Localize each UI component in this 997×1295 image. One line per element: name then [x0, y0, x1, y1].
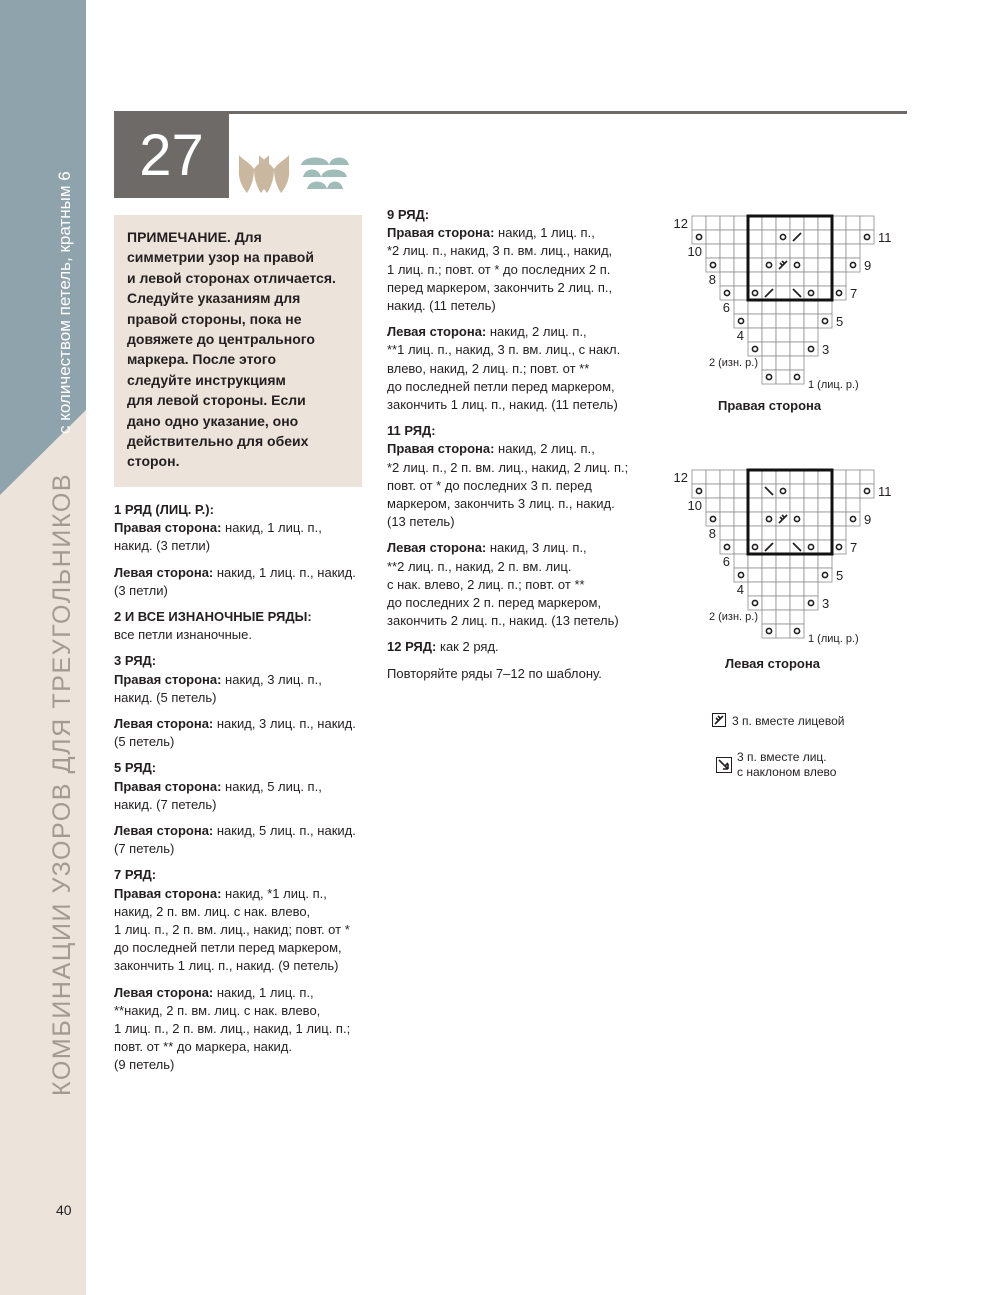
chart-cell [846, 498, 860, 512]
chart-cell [832, 230, 846, 244]
chart-cell [734, 498, 748, 512]
chart-cell [818, 244, 832, 258]
row-label: 9 [864, 512, 872, 527]
chart-cell [692, 470, 706, 484]
row-label: 1 (лиц. р.) [808, 633, 859, 645]
chart-cell [818, 568, 832, 582]
instruction: Правая сторона: накид, *1 лиц. п., накид, 2 п. вм. лиц. с нак. влево, 1 лиц. п., 2 п. вм. лиц., накид; повт. от * до последней петли перед маркером, закончить 1 лиц. п., накид. (9 петель) [114, 885, 350, 974]
chart-cell [776, 230, 790, 244]
chart-cell [720, 244, 734, 258]
chart-cell [776, 216, 790, 230]
chart-cell [720, 470, 734, 484]
chart-cell [776, 272, 790, 286]
row-heading: 3 РЯД: [114, 653, 157, 669]
chart-cell [748, 568, 762, 582]
chart-cell [790, 314, 804, 328]
chart-cell [804, 484, 818, 498]
chart-cell [804, 342, 818, 356]
chart-cell [776, 610, 790, 624]
chart-cell [734, 286, 748, 300]
chart-cell [762, 610, 776, 624]
chart-cell [762, 512, 776, 526]
chart-cell [734, 314, 748, 328]
chart-cell [818, 512, 832, 526]
chart-cell [762, 300, 776, 314]
instruction: Правая сторона: накид, 1 лиц. п., *2 лиц. п., накид, 3 п. вм. лиц., накид, 1 лиц. п.; повт. от * до последних 2 п. перед маркером, закончить 2 лиц. п., накид. (11 петель) [387, 225, 613, 314]
chart-cell [790, 342, 804, 356]
chart-cell [762, 216, 776, 230]
row-label: 6 [722, 300, 730, 315]
chart-cell [832, 272, 846, 286]
chart-cell [734, 244, 748, 258]
chart-cell [804, 216, 818, 230]
chart-cell [804, 554, 818, 568]
chart-cell [860, 230, 874, 244]
chart-cell [720, 498, 734, 512]
chart-cell [776, 484, 790, 498]
chart-cell [860, 216, 874, 230]
chart-cell [804, 286, 818, 300]
chart-cell [720, 230, 734, 244]
chart-cell [790, 244, 804, 258]
purl-stitch-icon [301, 158, 349, 190]
row-label: 10 [687, 498, 702, 513]
chart-cell [790, 624, 804, 638]
legend-k3tog: 3 п. вместе лицевой [732, 714, 845, 728]
chart-cell [776, 342, 790, 356]
chart-cell [832, 258, 846, 272]
instruction: Правая сторона: накид, 3 лиц. п., накид. (5 петель) [114, 671, 322, 705]
chart-cell [846, 512, 860, 526]
chart-cell [804, 582, 818, 596]
chart-cell [818, 540, 832, 554]
chart-cell [790, 498, 804, 512]
chart-cell [818, 554, 832, 568]
instruction: Повторяйте ряды 7–12 по шаблону. [387, 665, 602, 681]
chart-cell [846, 244, 860, 258]
chart-cell [776, 596, 790, 610]
chart-cell [790, 470, 804, 484]
chart-cell [790, 610, 804, 624]
chart-cell [818, 216, 832, 230]
row-heading: 11 РЯД: [387, 423, 436, 439]
chart-cell [734, 216, 748, 230]
page-number: 40 [56, 1202, 72, 1218]
instruction: 12 РЯД: как 2 ряд. [387, 639, 499, 655]
chart-cell [706, 230, 720, 244]
legend-sk2p: 3 п. вместе лиц. с наклоном влево [737, 750, 837, 779]
chart-cell [804, 300, 818, 314]
chart-cell [818, 286, 832, 300]
chart-cell [692, 230, 706, 244]
chart-cell [790, 568, 804, 582]
chart-cell [860, 470, 874, 484]
chart-cell [776, 540, 790, 554]
chart-cell [790, 512, 804, 526]
row-label: 11 [878, 484, 892, 499]
chart-cell [734, 230, 748, 244]
pattern-icons [237, 153, 357, 197]
chart-cell [720, 512, 734, 526]
row-label: 4 [736, 582, 744, 597]
row-label: 5 [836, 314, 844, 329]
chart-cell [748, 244, 762, 258]
chart-cell [762, 258, 776, 272]
chart-cell [804, 258, 818, 272]
chart-cell [804, 498, 818, 512]
chart-cell [776, 526, 790, 540]
chart-cell [776, 300, 790, 314]
chart-cell [720, 526, 734, 540]
chart-cell [748, 258, 762, 272]
chart-cell [818, 314, 832, 328]
chart-cell [748, 484, 762, 498]
chart-cell [776, 498, 790, 512]
row-label: 7 [850, 540, 858, 555]
note-text: ПРИМЕЧАНИЕ. Для симметрии узор на правой и левой сторонах отличается. Следуйте указаниям для правой стороны, пока не довяжете до центрального маркера. После этого следуйте инструкциям для левой стороны. Если дано одно указание, оно действительно для обеих сторон. [127, 229, 336, 470]
chart-cell [818, 272, 832, 286]
sidebar-title: КОМБИНАЦИИ УЗОРОВ ДЛЯ ТРЕУГОЛЬНИКОВ [48, 472, 76, 1096]
note-box [114, 215, 362, 487]
chart-cell [846, 470, 860, 484]
chart-cell [762, 470, 776, 484]
row-label: 12 [673, 216, 688, 231]
instruction: Левая сторона: накид, 5 лиц. п., накид. (7 петель) [114, 823, 356, 857]
row-label: 1 (лиц. р.) [808, 379, 859, 391]
chart-cell [762, 314, 776, 328]
instruction: Левая сторона: накид, 3 лиц. п., накид. (5 петель) [114, 716, 356, 750]
chart-cell [720, 272, 734, 286]
chart-cell [818, 526, 832, 540]
row-heading: 9 РЯД: [387, 207, 430, 222]
row-label: 6 [722, 554, 730, 569]
chart-cell [832, 244, 846, 258]
instruction: Правая сторона: накид, 2 лиц. п., *2 лиц. п., 2 п. вм. лиц., накид, 2 лиц. п.; повт. от * до последних 3 п. перед маркером, закончить 3 лиц. п., накид. (13 петель) [387, 441, 629, 530]
row-label: 4 [736, 328, 744, 343]
chart-cell [734, 484, 748, 498]
chart-cell [832, 526, 846, 540]
chart-cell [748, 216, 762, 230]
chart-cell [832, 512, 846, 526]
chart-cell [748, 498, 762, 512]
chart-cell [762, 272, 776, 286]
chart-cell [734, 272, 748, 286]
sidebar-subtitle: с количеством петель, кратным 6 [55, 171, 74, 434]
chart-cell [776, 582, 790, 596]
chart-cell [804, 244, 818, 258]
chart-cell [846, 216, 860, 230]
row-label: 2 (изн. р.) [708, 611, 758, 623]
chart-cell [776, 470, 790, 484]
pattern-number: 27 [114, 114, 229, 198]
row-label: 10 [687, 244, 702, 259]
chart-cell [804, 272, 818, 286]
chart-cell [846, 230, 860, 244]
chart-cell [790, 596, 804, 610]
chart-cell [748, 526, 762, 540]
row-label: 11 [878, 230, 892, 245]
chart-cell [832, 484, 846, 498]
chart-cell [832, 540, 846, 554]
chart-cell [748, 230, 762, 244]
chart-cell [692, 484, 706, 498]
chart-cell [748, 314, 762, 328]
chart-cell [748, 272, 762, 286]
chart-cell [790, 258, 804, 272]
chart-cell [790, 582, 804, 596]
chart-cell [804, 540, 818, 554]
chart-right-caption: Правая сторона [718, 398, 822, 413]
chart-cell [748, 300, 762, 314]
chart-cell [818, 470, 832, 484]
chart-cell [748, 328, 762, 342]
chart-cell [818, 230, 832, 244]
chart-cell [776, 370, 790, 384]
chart-cell [706, 512, 720, 526]
chart-cell [776, 624, 790, 638]
chart-cell [762, 328, 776, 342]
chart-cell [790, 484, 804, 498]
chart-cell [762, 568, 776, 582]
row-label: 7 [850, 286, 858, 301]
chart-cell [706, 484, 720, 498]
chart-cell [790, 300, 804, 314]
chart-cell [776, 328, 790, 342]
row-heading: 1 РЯД (ЛИЦ. Р.): [114, 502, 214, 517]
instruction: Правая сторона: накид, 5 лиц. п., накид. (7 петель) [114, 778, 322, 812]
chart-cell [748, 554, 762, 568]
chart-cell [748, 286, 762, 300]
row-label: 8 [708, 526, 716, 541]
chart-cell [762, 370, 776, 384]
chart-cell [804, 328, 818, 342]
knit-stitch-icon [239, 155, 289, 193]
chart-cell [720, 286, 734, 300]
row-label: 5 [836, 568, 844, 583]
chart-cell [748, 596, 762, 610]
chart-cell [706, 216, 720, 230]
chart-cell [776, 286, 790, 300]
chart-cell [776, 568, 790, 582]
chart-cell [804, 568, 818, 582]
chart-cell [762, 244, 776, 258]
instructions-column-2 [387, 206, 632, 691]
chart-left [668, 466, 898, 646]
sk2p-icon [716, 757, 732, 773]
chart-cell [734, 258, 748, 272]
chart-cell [790, 370, 804, 384]
chart-cell [846, 258, 860, 272]
chart-cell [790, 554, 804, 568]
chart-cell [790, 328, 804, 342]
chart-cell [776, 244, 790, 258]
chart-cell [734, 526, 748, 540]
chart-cell [748, 512, 762, 526]
chart-cell [762, 498, 776, 512]
sidebar [0, 0, 86, 1295]
instruction: Левая сторона: накид, 1 лиц. п., **накид, 2 п. вм. лиц. с нак. влево, 1 лиц. п., 2 п. вм. лиц., накид, 1 лиц. п.; повт. от ** до маркера, накид. (9 петель) [114, 984, 351, 1073]
chart-cell [748, 470, 762, 484]
row-heading: 7 РЯД: [114, 867, 157, 883]
chart-cell [790, 526, 804, 540]
chart-cell [804, 512, 818, 526]
k3tog-icon [712, 713, 726, 727]
chart-cell [706, 258, 720, 272]
chart-cell [776, 554, 790, 568]
instruction: Левая сторона: накид, 1 лиц. п., накид. (3 петли) [114, 564, 356, 598]
chart-cell [846, 484, 860, 498]
chart-cell [734, 540, 748, 554]
chart-cell [790, 272, 804, 286]
chart-cell [832, 216, 846, 230]
chart-cell [804, 470, 818, 484]
row-label: 12 [673, 470, 688, 485]
chart-cell [804, 596, 818, 610]
chart-cell [720, 216, 734, 230]
chart-cell [832, 498, 846, 512]
chart-cell [720, 484, 734, 498]
chart-cell [832, 286, 846, 300]
chart-left-caption: Левая сторона [725, 656, 820, 671]
instruction: все петли изнаночные. [114, 627, 252, 643]
chart-cell [762, 526, 776, 540]
row-label: 3 [822, 342, 830, 357]
chart-cell [804, 526, 818, 540]
chart-cell [804, 230, 818, 244]
chart-cell [776, 314, 790, 328]
chart-cell [818, 498, 832, 512]
chart-cell [748, 582, 762, 596]
chart-cell [692, 216, 706, 230]
chart-cell [748, 342, 762, 356]
chart-cell [762, 596, 776, 610]
chart-cell [706, 244, 720, 258]
row-heading: 2 И ВСЕ ИЗНАНОЧНЫЕ РЯДЫ: [114, 609, 312, 625]
chart-cell [762, 554, 776, 568]
chart-cell [734, 568, 748, 582]
chart-cell [860, 484, 874, 498]
chart-cell [734, 470, 748, 484]
instruction: Правая сторона: накид, 1 лиц. п., накид. (3 петли) [114, 520, 322, 554]
row-label: 3 [822, 596, 830, 611]
chart-cell [706, 498, 720, 512]
chart-cell [818, 300, 832, 314]
chart-cell [734, 512, 748, 526]
chart-cell [734, 300, 748, 314]
row-label: 8 [708, 272, 716, 287]
chart-cell [790, 216, 804, 230]
chart-cell [720, 540, 734, 554]
top-rule [114, 111, 907, 114]
chart-right [668, 212, 898, 392]
chart-cell [762, 582, 776, 596]
row-label: 2 (изн. р.) [708, 357, 758, 369]
instruction: Левая сторона: накид, 3 лиц. п., **2 лиц. п., накид, 2 п. вм. лиц. с нак. влево, 2 лиц. п.; повт. от ** до последних 2 п. перед маркером, закончить 2 лиц. п., накид. (13 петель) [387, 540, 619, 629]
instructions-column-1 [114, 501, 369, 1083]
chart-cell [748, 540, 762, 554]
chart-cell [818, 484, 832, 498]
chart-cell [832, 470, 846, 484]
row-label: 9 [864, 258, 872, 273]
chart-cell [734, 554, 748, 568]
instruction: Левая сторона: накид, 2 лиц. п., **1 лиц. п., накид, 3 п. вм. лиц., с накл. влево, накид, 2 лиц. п.; повт. от ** до последней петли перед маркером, закончить 1 лиц. п., накид. (11 петель) [387, 324, 621, 413]
chart-cell [804, 314, 818, 328]
chart-cell [706, 470, 720, 484]
chart-cell [762, 356, 776, 370]
chart-cell [776, 356, 790, 370]
chart-cell [790, 356, 804, 370]
chart-cell [762, 230, 776, 244]
row-heading: 5 РЯД: [114, 760, 157, 776]
chart-cell [762, 342, 776, 356]
chart-cell [762, 624, 776, 638]
chart-cell [720, 258, 734, 272]
chart-cell [818, 258, 832, 272]
